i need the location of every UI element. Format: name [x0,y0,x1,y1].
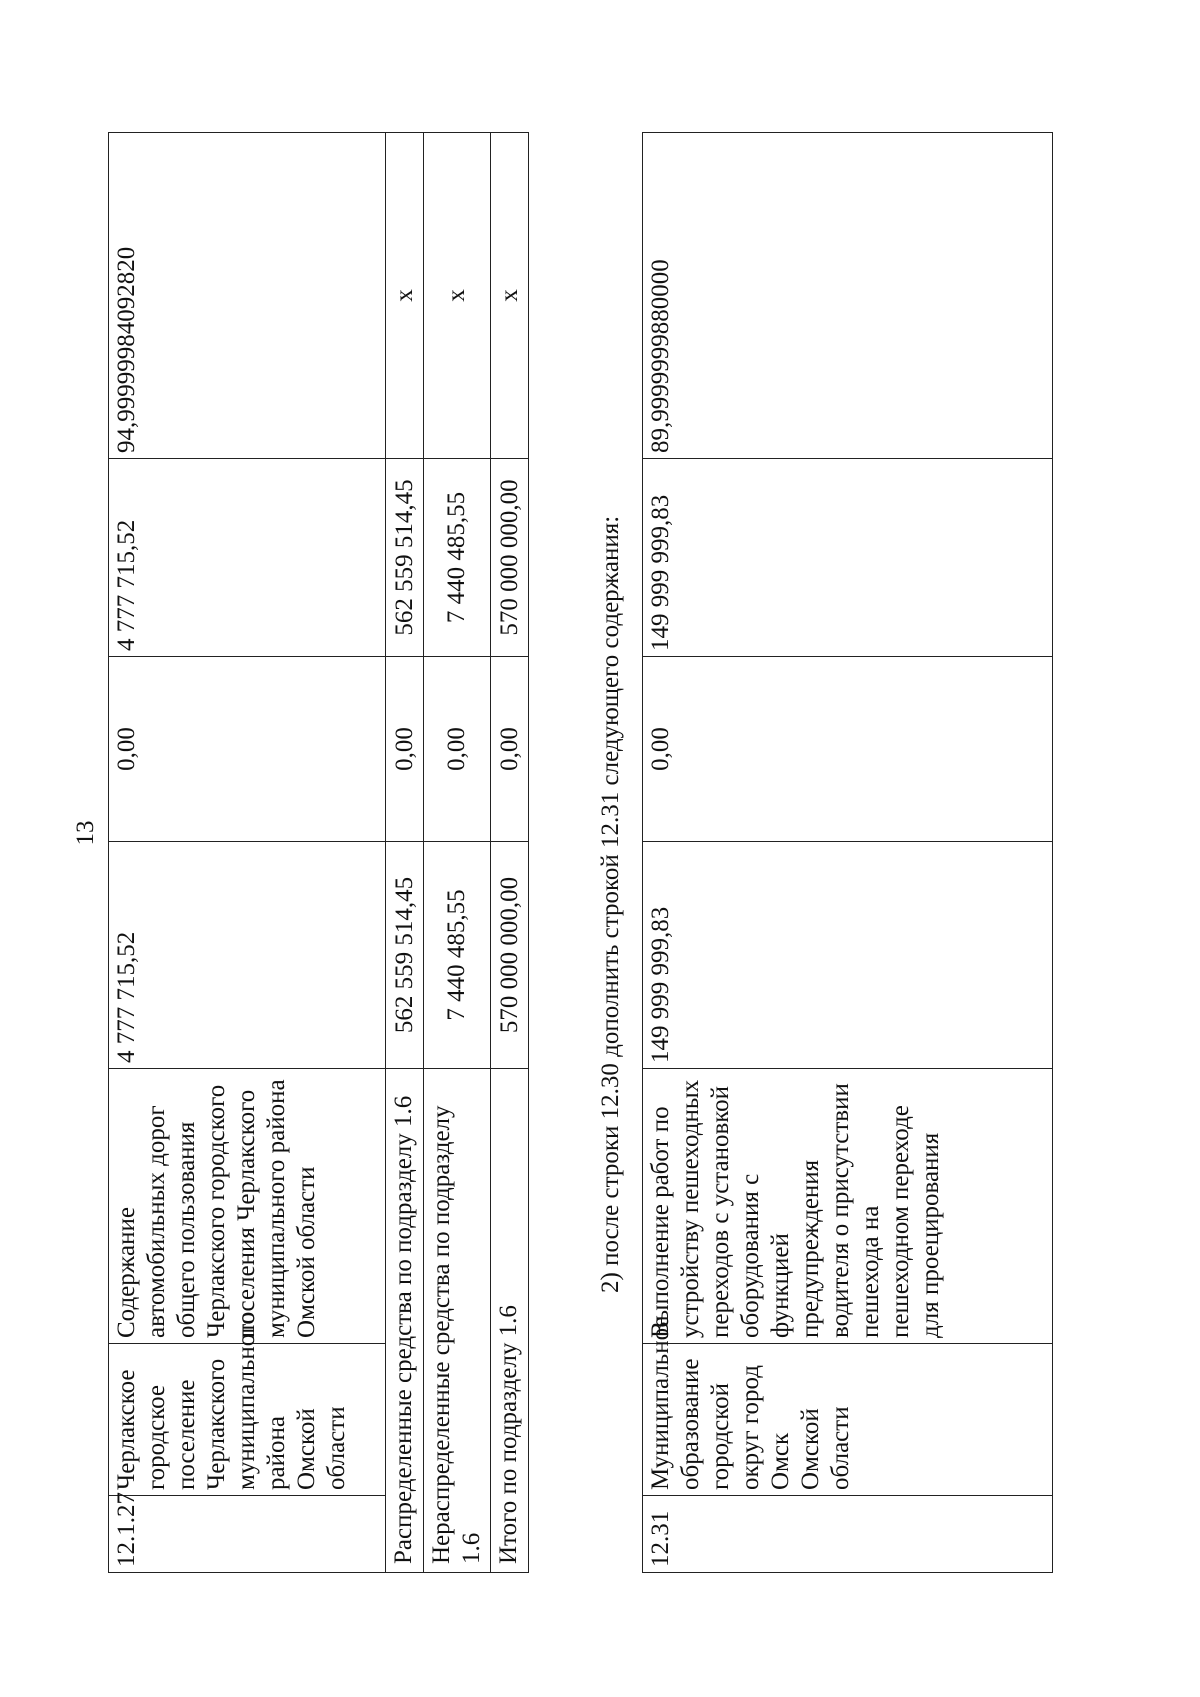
summary-label: Нераспределенные средства по подразделу 1.6 [424,1069,491,1573]
summary-amount: 570 000 000,00 [491,459,529,657]
amount-zero-cell: 0,00 [643,657,1053,842]
summary-amount: 0,00 [424,657,491,842]
municipality-cell: Черлакское городское поселение Черлакского муниципального района Омской области [109,1344,386,1496]
summary-amount: 7 440 485,55 [424,842,491,1069]
percent-cell: 94,99999984092820 [109,133,386,459]
table-row [643,133,1053,1573]
summary-amount: 562 559 514,45 [386,459,424,657]
summary-amount: 0,00 [386,657,424,842]
summary-label: Распределенные средства по подразделу 1.6 [386,1069,424,1573]
summary-amount: 0,00 [491,657,529,842]
rotated-content [70,68,1090,1628]
table-row [491,133,529,1573]
new-row-table [642,132,1053,1573]
amount-total-cell: 4 777 715,52 [109,842,386,1069]
amount-total-cell: 149 999 999,83 [643,842,1053,1069]
row-number: 12.31 [643,1496,1053,1573]
summary-amount: 570 000 000,00 [491,842,529,1069]
summary-mark: x [386,133,424,459]
amount-subsidy-cell: 149 999 999,83 [643,459,1053,657]
summary-amount: 562 559 514,45 [386,842,424,1069]
summary-label: Итого по подразделу 1.6 [491,1069,529,1573]
row-number: 12.1.27 [109,1496,386,1573]
page-number: 13 [72,820,99,846]
summary-mark: x [491,133,529,459]
summary-mark: x [424,133,491,459]
municipality-cell: Муниципальное образование городской округ город Омск Омской области [643,1344,1053,1496]
amendment-note: 2) после строки 12.30 дополнить строкой 12.31 следующего содержания: [597,515,624,1293]
allocation-table [108,132,529,1573]
table-row [109,133,386,1573]
amount-zero-cell: 0,00 [109,657,386,842]
table-row [386,133,424,1573]
table-row [424,133,491,1573]
purpose-cell: Содержание автомобильных дорог общего пользования Черлакского городского поселения Черлакского муниципального района Омской области [109,1069,386,1344]
percent-cell: 89,9999999880000 [643,133,1053,459]
amount-subsidy-cell: 4 777 715,52 [109,459,386,657]
summary-amount: 7 440 485,55 [424,459,491,657]
purpose-cell: Выполнение работ по устройству пешеходных переходов с установкой оборудования с функцией предупреждения водителя о присутствии пешехода на пешеходном переходе для проецирования [643,1069,1053,1344]
